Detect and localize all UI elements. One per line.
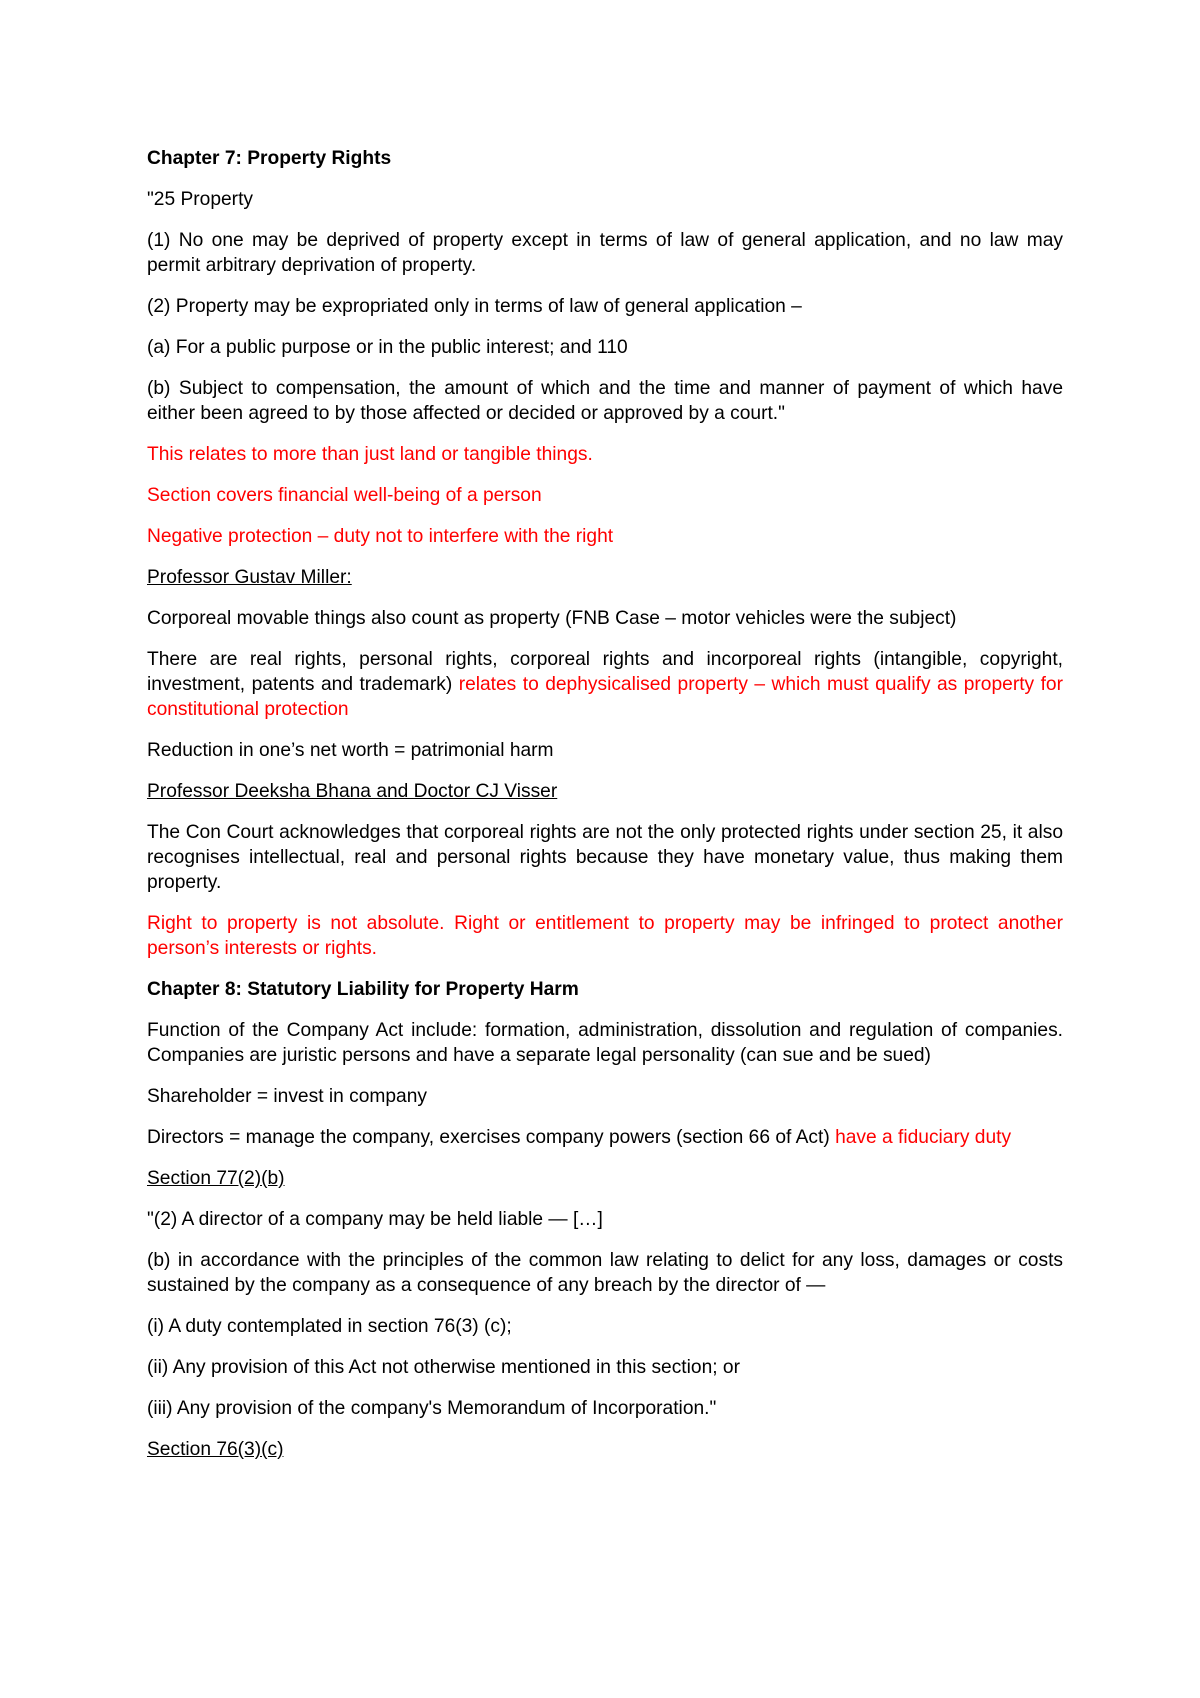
section-77-heading-label: Section 77(2)(b) (147, 1168, 285, 1189)
note-con-court: The Con Court acknowledges that corporeal rights are not the only protected rights under section 25, it also recognises intellectual, real and personal rights because they have monetary value, thus making them property. (147, 822, 1063, 893)
document-page (147, 146, 1063, 1478)
note-financial-wellbeing: Section covers financial well-being of a person (147, 485, 542, 506)
note-company-act: Function of the Company Act include: formation, administration, dissolution and regulation of companies. Companies are juristic persons and have a separate legal personality (can sue and be sued) (147, 1020, 1063, 1066)
section-77-subsection-2: "(2) A director of a company may be held liable — […] (147, 1209, 603, 1230)
chapter-7-heading: Chapter 7: Property Rights (147, 148, 392, 169)
section-77-item-i: (i) A duty contemplated in section 76(3) (c); (147, 1316, 512, 1337)
section-77-subsection-2b: (b) in accordance with the principles of the common law relating to delict for any loss, damages or costs sustained by the company as a consequence of any breach by the director of — (147, 1250, 1063, 1296)
note-directors-text: Directors = manage the company, exercises company powers (section 66 of Act) (147, 1127, 830, 1148)
note-not-absolute: Right to property is not absolute. Right or entitlement to property may be infringed to protect another person’s interests or rights. (147, 913, 1063, 959)
note-tangible-things: This relates to more than just land or tangible things. (147, 444, 593, 465)
note-directors (147, 1125, 1063, 1150)
note-shareholder: Shareholder = invest in company (147, 1086, 427, 1107)
section-76-heading (147, 1437, 1063, 1462)
note-real-rights-highlight: relates to dephysicalised property – which must qualify as property for constitutional protection (147, 674, 1063, 720)
author-bhana-visser (147, 779, 1063, 804)
section-76-heading-label: Section 76(3)(c) (147, 1439, 284, 1460)
note-real-rights (147, 647, 1063, 722)
note-patrimonial-harm: Reduction in one’s net worth = patrimonial harm (147, 740, 554, 761)
section-25-subsection-2a: (a) For a public purpose or in the public interest; and 110 (147, 337, 628, 358)
section-77-item-iii: (iii) Any provision of the company's Memorandum of Incorporation." (147, 1398, 717, 1419)
section-25-subsection-1: (1) No one may be deprived of property except in terms of law of general application, and no law may permit arbitrary deprivation of property. (147, 230, 1063, 276)
author-gustav-miller-label: Professor Gustav Miller: (147, 567, 352, 588)
section-25-subsection-2: (2) Property may be expropriated only in terms of law of general application – (147, 296, 802, 317)
section-25-title: "25 Property (147, 189, 253, 210)
chapter-8-heading: Chapter 8: Statutory Liability for Property Harm (147, 979, 579, 1000)
note-real-rights-text: There are real rights, personal rights, corporeal rights and incorporeal rights (intangible, copyright, investment, patents and trademark) (147, 649, 1063, 695)
section-25-subsection-2b: (b) Subject to compensation, the amount of which and the time and manner of payment of which have either been agreed to by those affected or decided or approved by a court." (147, 378, 1063, 424)
section-77-heading (147, 1166, 1063, 1191)
note-directors-highlight: have a fiduciary duty (835, 1127, 1012, 1148)
section-77-item-ii: (ii) Any provision of this Act not otherwise mentioned in this section; or (147, 1357, 740, 1378)
note-negative-protection: Negative protection – duty not to interfere with the right (147, 526, 614, 547)
author-gustav-miller (147, 565, 1063, 590)
note-corporeal-movable: Corporeal movable things also count as property (FNB Case – motor vehicles were the subject) (147, 608, 957, 629)
author-bhana-visser-label: Professor Deeksha Bhana and Doctor CJ Visser (147, 781, 558, 802)
